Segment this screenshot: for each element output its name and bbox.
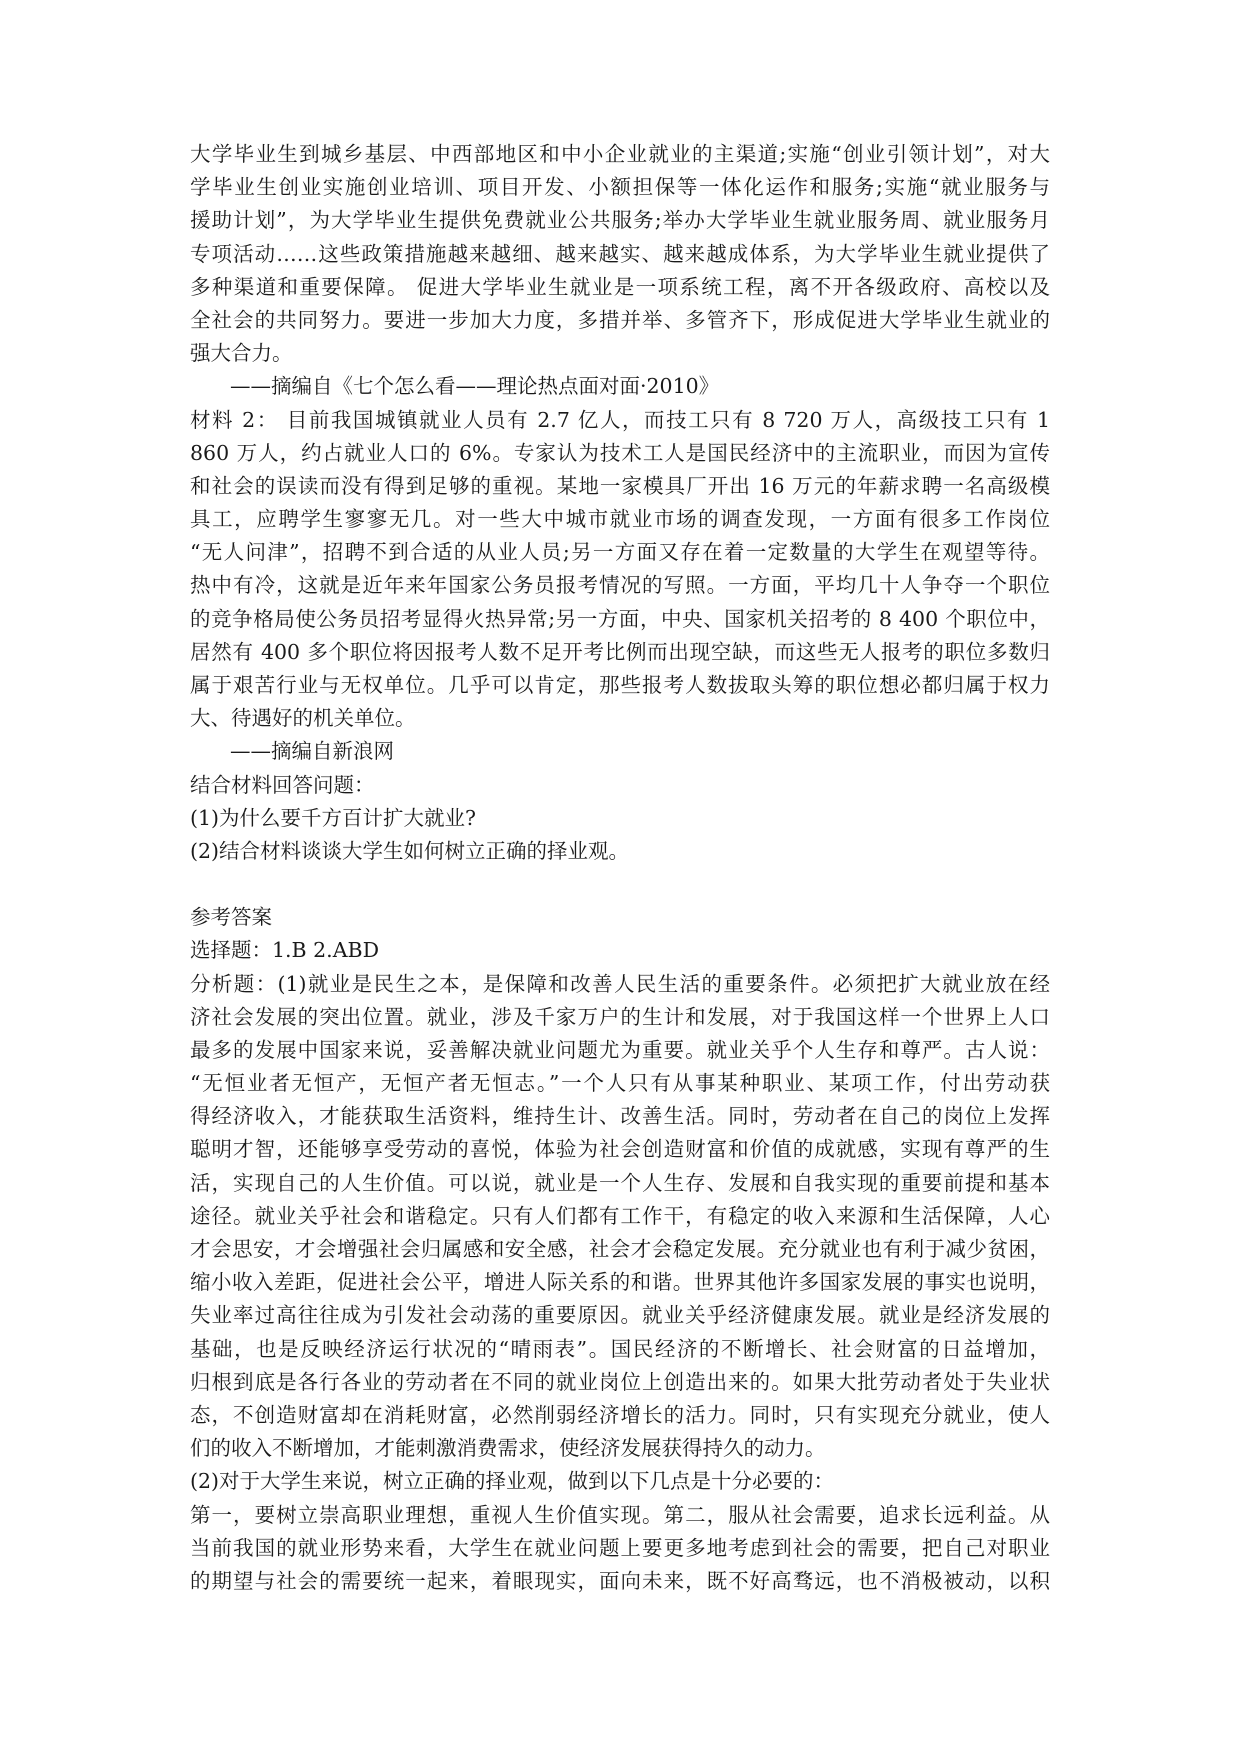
text-line: 大、待遇好的机关单位。 (190, 706, 416, 731)
analysis-answer-2 (190, 1499, 1050, 1599)
text-line: 当前我国的就业形势来看，大学生在就业问题上要更多地考虑到社会的需要，把自己对职业 (190, 1535, 1050, 1560)
questions-intro: 结合材料回答问题： (190, 772, 375, 797)
text-line: 途径。就业关乎社会和谐稳定。只有人们都有工作干，有稳定的收入来源和生活保障，人心 (190, 1203, 1050, 1228)
material-1-paragraph (190, 138, 1050, 370)
material-2-source: ——摘编自新浪网 (230, 739, 394, 764)
text-line: 缩小收入差距，促进社会公平，增进人际关系的和谐。世界其他许多国家发展的事实也说明， (190, 1270, 1050, 1295)
text-line: 失业率过高往往成为引发社会动荡的重要原因。就业关乎经济健康发展。就业是经济发展的 (190, 1303, 1050, 1328)
text-line: 济社会发展的突出位置。就业，涉及千家万户的生计和发展，对于我国这样一个世界上人口 (190, 1004, 1050, 1029)
question-2: (2)结合材料谈谈大学生如何树立正确的择业观。 (190, 838, 630, 863)
document-page (190, 138, 1050, 1598)
text-line: 才会思安，才会增强社会归属感和安全感，社会才会稳定发展。充分就业也有利于减少贫困， (190, 1237, 1050, 1261)
text-line: 专项活动……这些政策措施越来越细、越来越实、越来越成体系，为大学毕业生就业提供了 (190, 241, 1050, 266)
text-line: 学毕业生创业实施创业培训、项目开发、小额担保等一体化运作和服务;实施“就业服务与 (190, 175, 1050, 200)
text-line: 热中有冷，这就是近年来年国家公务员报考情况的写照。一方面，平均几十人争夺一个职位 (190, 573, 1050, 598)
text-line: “无人问津”，招聘不到合适的从业人员;另一方面又存在着一定数量的大学生在观望等待。 (190, 540, 1050, 565)
question-1: (1)为什么要千方百计扩大就业? (190, 805, 477, 830)
text-line: 多种渠道和重要保障。 促进大学毕业生就业是一项系统工程，离不开各级政府、高校以及 (190, 274, 1050, 299)
text-line: 强大合力。 (190, 341, 293, 366)
text-line: 具工，应聘学生寥寥无几。对一些大中城市就业市场的调查发现，一方面有很多工作岗位 (190, 507, 1050, 532)
text-line: 居然有 400 多个职位将因报考人数不足开考比例而出现空缺，而这些无人报考的职位多数归 (190, 639, 1050, 664)
text-line: 属于艰苦行业与无权单位。几乎可以肯定，那些报考人数拔取头筹的职位想必都归属于权力 (190, 673, 1050, 697)
text-line: 最多的发展中国家来说，妥善解决就业问题尤为重要。就业关乎个人生存和尊严。古人说： (190, 1037, 1050, 1062)
text-line: 的竞争格局使公务员招考显得火热异常;另一方面，中央、国家机关招考的 8 400 个职位中， (190, 606, 1050, 631)
text-line: 全社会的共同努力。要进一步加大力度，多措并举、多管齐下，形成促进大学毕业生就业的 (190, 307, 1050, 332)
text-line: 第一，要树立崇高职业理想，重视人生价值实现。第二，服从社会需要，追求长远利益。从 (190, 1502, 1050, 1527)
text-line: 大学毕业生到城乡基层、中西部地区和中小企业就业的主渠道;实施“创业引领计划”，对大 (190, 142, 1050, 166)
analysis-answer-2-intro: (2)对于大学生来说，树立正确的择业观，做到以下几点是十分必要的： (190, 1469, 835, 1494)
text-line: 们的收入不断增加，才能刺激消费需求，使经济发展获得持久的动力。 (190, 1436, 826, 1461)
text-line: 归根到底是各行各业的劳动者在不同的就业岗位上创造出来的。如果大批劳动者处于失业状 (190, 1369, 1050, 1394)
text-line: 的期望与社会的需要统一起来，着眼现实，面向未来，既不好高骛远，也不消极被动，以积 (190, 1568, 1050, 1593)
text-line: 聪明才智，还能够享受劳动的喜悦，体验为社会创造财富和价值的成就感，实现有尊严的生 (190, 1137, 1050, 1162)
material-1-source: ——摘编自《七个怎么看——理论热点面对面·2010》 (230, 374, 720, 399)
text-line: 860 万人，约占就业人口的 6%。专家认为技术工人是国民经济中的主流职业，而因为宣传 (190, 440, 1050, 465)
choice-answers: 选择题：1.B 2.ABD (190, 938, 380, 963)
material-2-paragraph (190, 404, 1050, 736)
text-line: 援助计划”，为大学毕业生提供免费就业公共服务;举办大学毕业生就业服务周、就业服务月 (190, 208, 1050, 233)
text-line: “无恒业者无恒产，无恒产者无恒志。”一个人只有从事某种职业、某项工作，付出劳动获 (190, 1071, 1050, 1096)
text-line: 活，实现自己的人生价值。可以说，就业是一个人生存、发展和自我实现的重要前提和基本 (190, 1170, 1050, 1195)
answers-heading: 参考答案 (190, 905, 272, 930)
text-line: 材料 2： 目前我国城镇就业人员有 2.7 亿人，而技工只有 8 720 万人，高级技工只有 1 (190, 407, 1050, 432)
text-line: 分析题：(1)就业是民生之本，是保障和改善人民生活的重要条件。必须把扩大就业放在经 (190, 971, 1050, 996)
analysis-answer-1 (190, 968, 1050, 1466)
text-line: 和社会的误读而没有得到足够的重视。某地一家模具厂开出 16 万元的年薪求聘一名高级模 (190, 473, 1050, 498)
text-line: 态，不创造财富却在消耗财富，必然削弱经济增长的活力。同时，只有实现充分就业，使人 (190, 1402, 1050, 1427)
text-line: 得经济收入，才能获取生活资料，维持生计、改善生活。同时，劳动者在自己的岗位上发挥 (190, 1104, 1050, 1129)
text-line: 基础，也是反映经济运行状况的“晴雨表”。国民经济的不断增长、社会财富的日益增加， (190, 1336, 1050, 1361)
blank-gap (190, 868, 1050, 901)
